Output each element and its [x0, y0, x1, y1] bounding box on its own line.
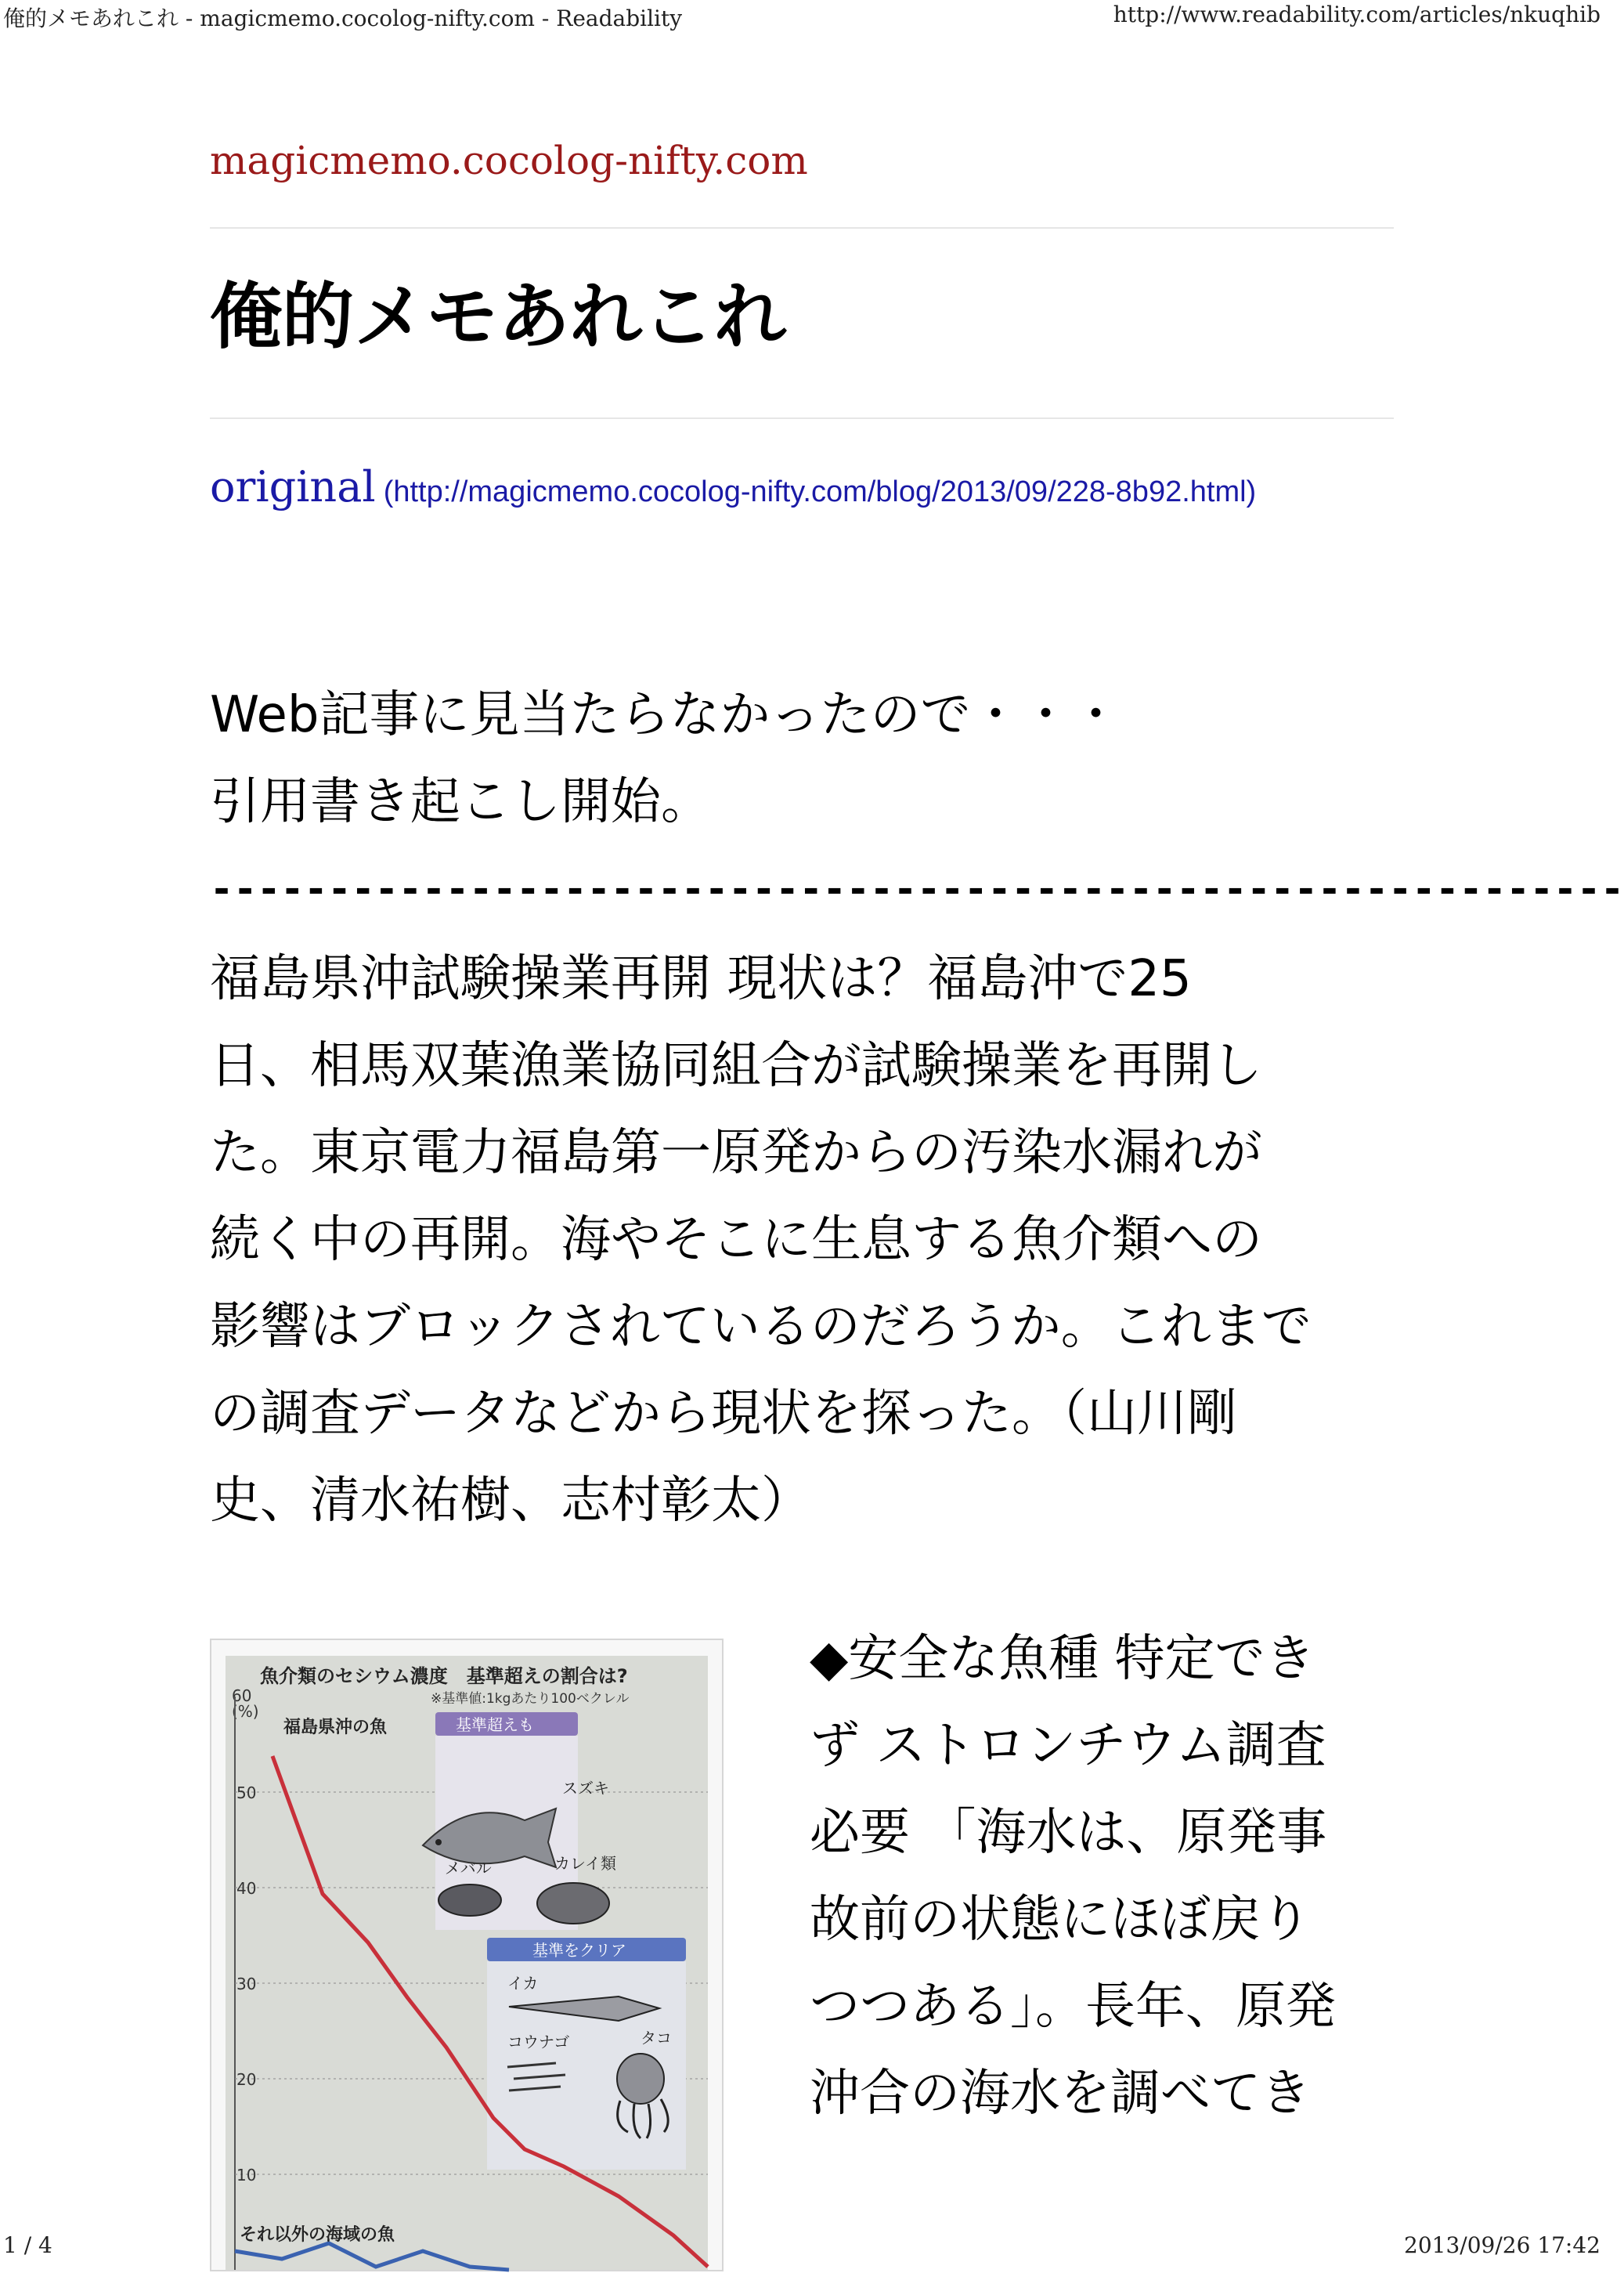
article-line: 史、清水祐樹、志村彰太） [210, 1472, 811, 1530]
original-link-row [210, 462, 1256, 511]
article-paragraph [210, 936, 1394, 1545]
article-line: の調査データなどから現状を探った。（山川剛 [210, 1385, 1237, 1443]
y-axis-top-tick: 60 [232, 1686, 252, 1705]
article-line: 福島県沖試験操業再開 現状は？福島沖で25 [210, 950, 1192, 1008]
side-line: ず ストロンチウム調査 [810, 1717, 1326, 1775]
article-line: 日、相馬双葉漁業協同組合が試験操業を再開し [210, 1037, 1262, 1095]
print-header-url: http://www.readability.com/articles/nkuqhib [1113, 2, 1601, 27]
article-line: た。東京電力福島第一原発からの汚染水漏れが [210, 1124, 1262, 1182]
y-tick-label: 30 [236, 1975, 257, 1993]
fish-label-sandlance: コウナゴ [507, 2033, 570, 2051]
side-line: 必要 「海水は、原発事 [810, 1804, 1327, 1862]
y-axis-unit: (%) [232, 1702, 259, 1721]
side-paragraph [810, 1616, 1394, 2137]
y-tick-label: 40 [236, 1879, 257, 1898]
over-limit-badge-label: 基準超えも [456, 1715, 534, 1734]
intro-paragraph [210, 672, 1394, 846]
side-line: つつある」。長年、原発 [810, 1978, 1336, 2036]
flatfish-icon [537, 1883, 609, 1924]
fish-label-seabass: スズキ [562, 1779, 609, 1798]
cesium-chart-image [210, 1639, 724, 2271]
fish-label-rockfish: メバル [445, 1859, 492, 1877]
y-tick-label: 10 [236, 2166, 257, 2184]
fish-label-octopus: タコ [641, 2029, 672, 2047]
rockfish-icon [438, 1885, 501, 1916]
article-line: 影響はブロックされているのだろうか。これまで [210, 1298, 1312, 1356]
chart-title: 魚介類のセシウム濃度 基準超えの割合は? [260, 1665, 628, 1687]
site-domain-link[interactable]: magicmemo.cocolog-nifty.com [210, 138, 808, 183]
header-divider [210, 227, 1394, 229]
page-number: 1 / 4 [3, 2232, 52, 2258]
clear-limit-badge-label: 基準をクリア [532, 1941, 626, 1960]
fish-label-squid: イカ [507, 1974, 539, 1993]
fish-label-flatfish: カレイ類 [554, 1854, 616, 1873]
y-tick-label: 20 [236, 2070, 257, 2089]
print-header-title: 俺的メモあれこれ - magicmemo.cocolog-nifty.com - Readability [3, 5, 683, 31]
article-line: 続く中の再開。海やそこに生息する魚介類への [210, 1211, 1262, 1269]
title-divider [210, 417, 1394, 419]
dashed-divider: ------------------------------------------------------------ [210, 866, 1624, 912]
series-label-other: それ以外の海域の魚 [240, 2225, 395, 2245]
intro-line: 引用書き起こし開始。 [210, 773, 711, 831]
print-footer [0, 2232, 1604, 2264]
original-link[interactable]: original [210, 462, 376, 511]
page-title: 俺的メモあれこれ [210, 275, 787, 359]
side-line: 沖合の海水を調べてき [810, 2065, 1311, 2123]
intro-line: Web記事に見当たらなかったので・・・ [210, 686, 1121, 744]
side-line: 故前の状態にほぼ戻り [810, 1891, 1311, 1949]
original-url[interactable]: (http://magicmemo.cocolog-nifty.com/blog/2013/09/228-8b92.html) [383, 475, 1257, 508]
print-datetime: 2013/09/26 17:42 [1404, 2232, 1601, 2258]
series-label-fukushima: 福島県沖の魚 [283, 1718, 388, 1737]
side-line: ◆安全な魚種 特定でき [810, 1630, 1315, 1688]
y-tick-label: 50 [236, 1783, 257, 1802]
chart-note: ※基準値:1kgあたり100ベクレル [431, 1691, 630, 1707]
print-header [0, 2, 1604, 33]
chart-svg [211, 1640, 722, 2270]
